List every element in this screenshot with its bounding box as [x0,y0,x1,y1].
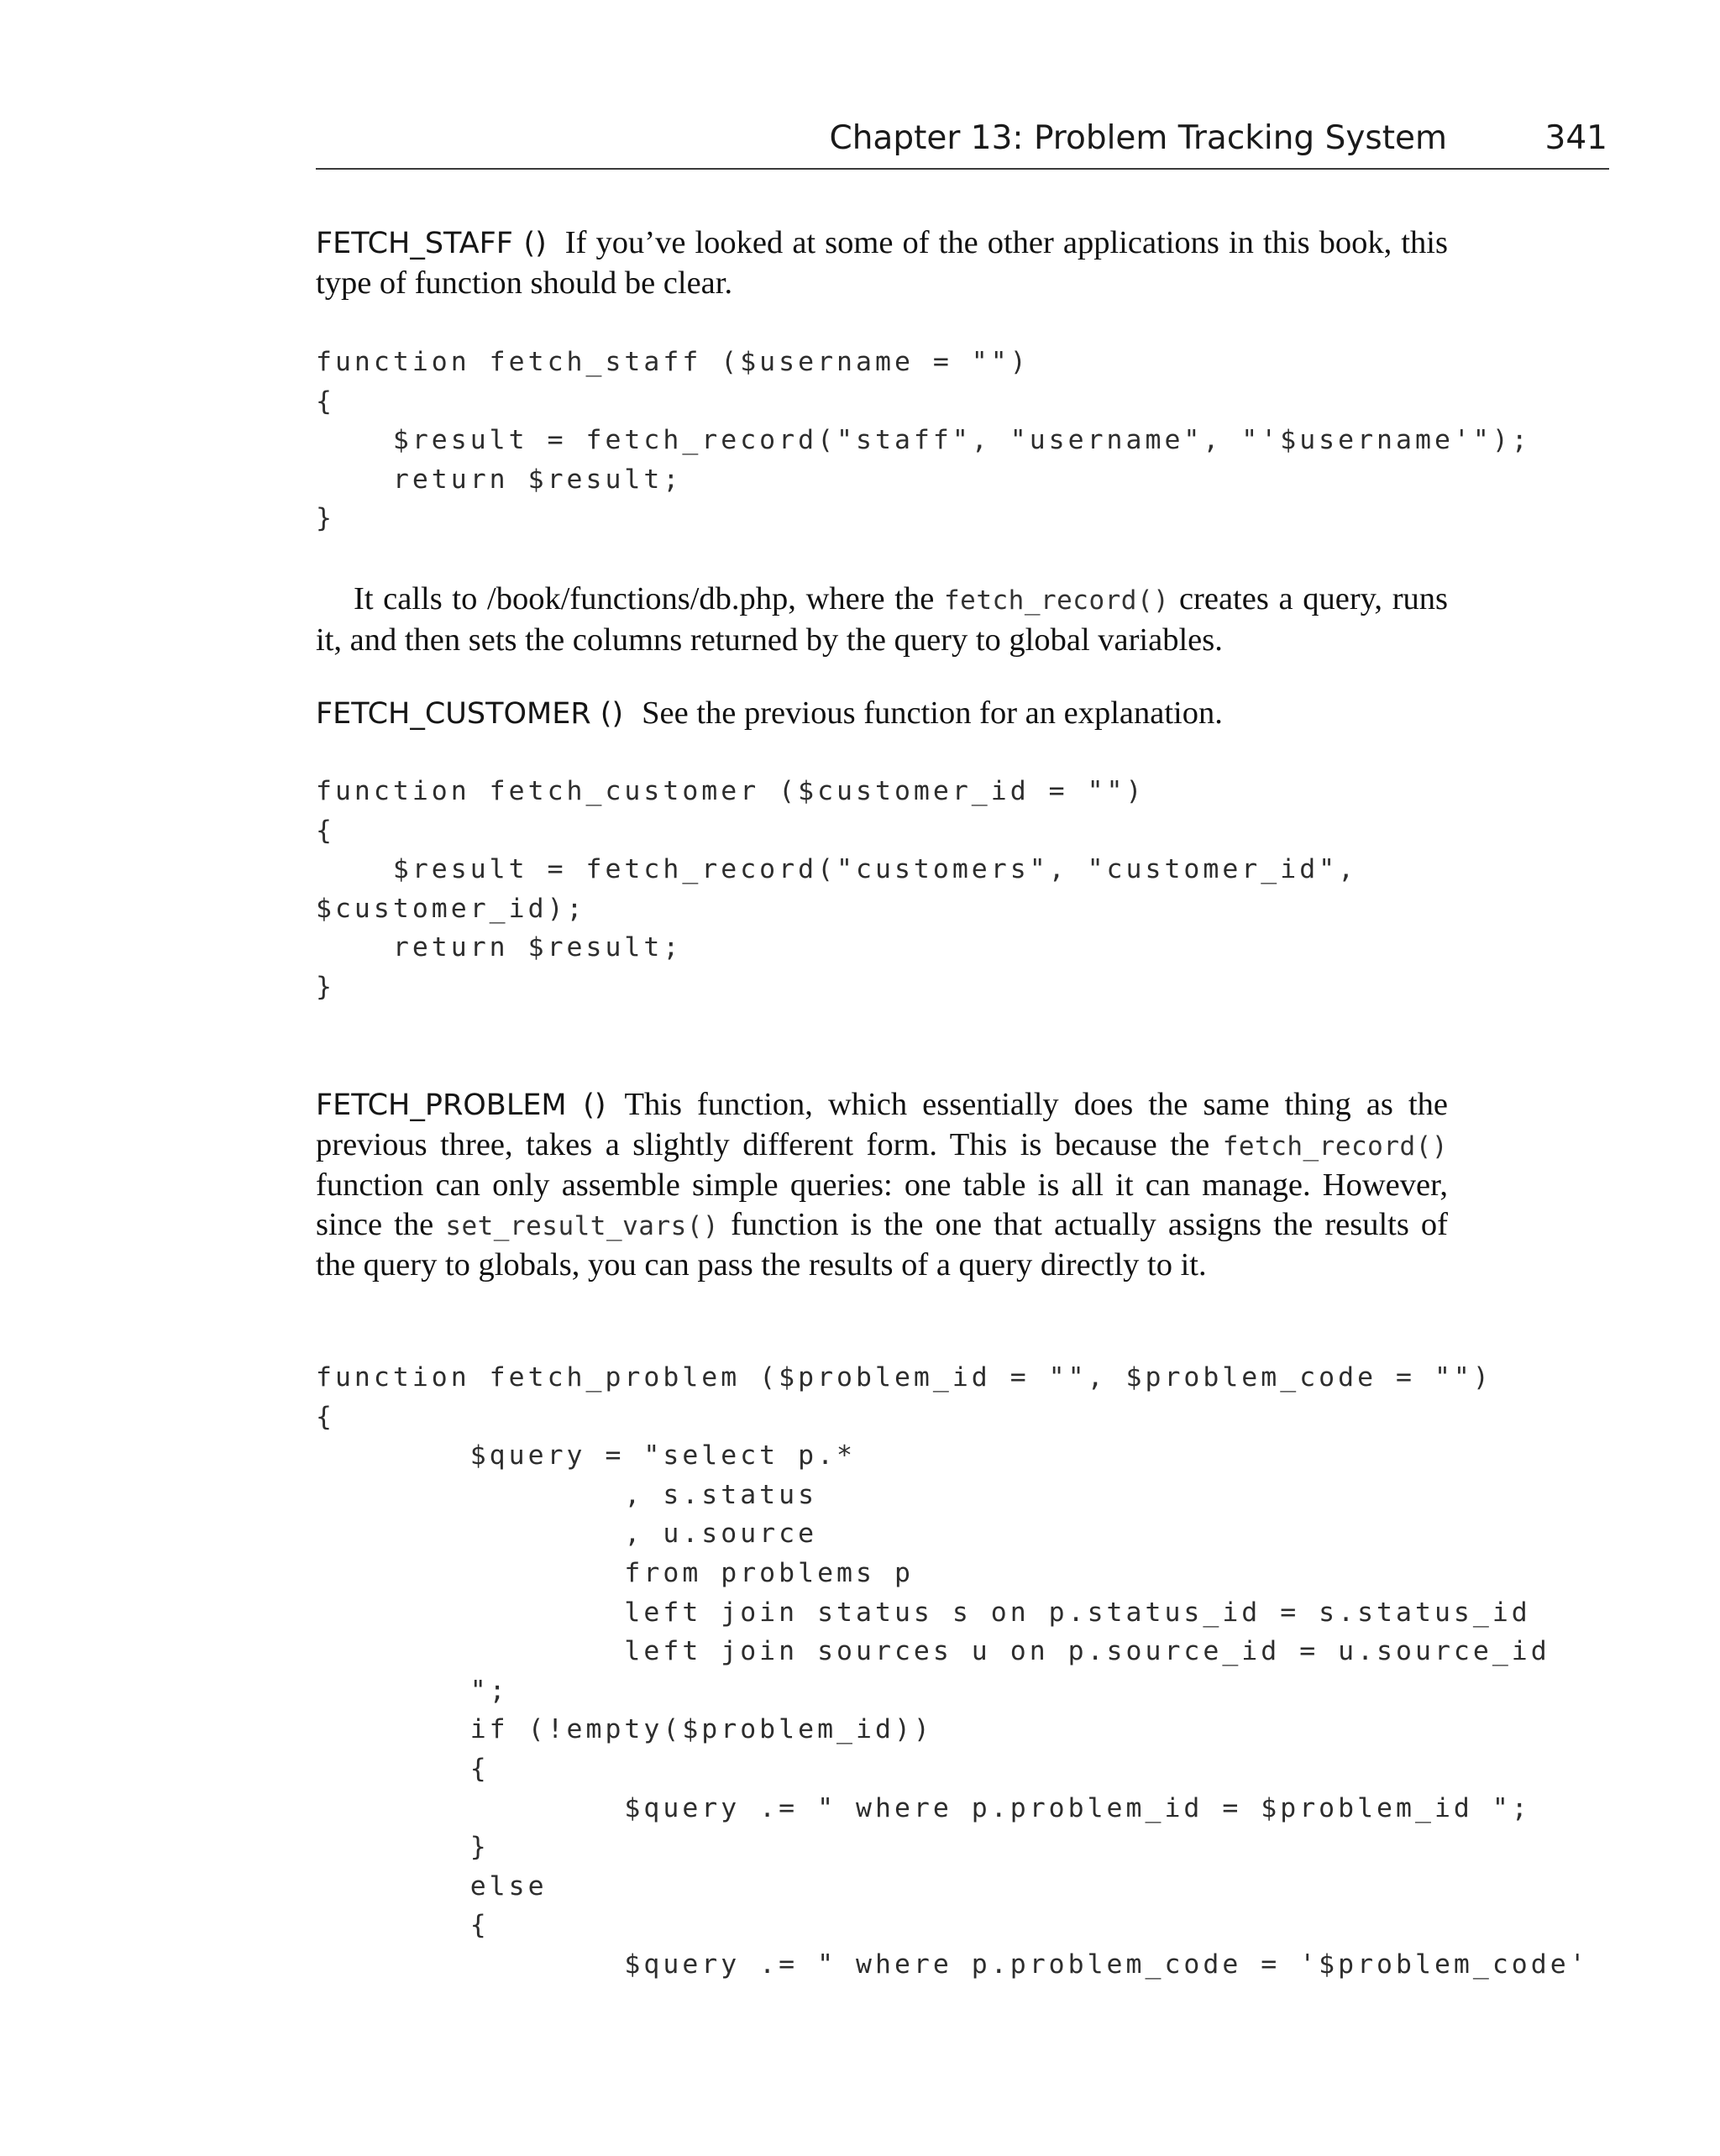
fetch-problem-text-3: function is the one that actually assigns the results of the query to globals, you can pass the results of a query directly to it. [316,1206,1448,1283]
fetch-problem-text-2: function can only assemble simple queries: one table is all it can manage. However, since the [316,1167,1448,1242]
fetch-customer-paragraph [316,694,1448,734]
fetch-problem-code-block: function fetch_problem ($problem_id = "", $problem_code = "") { $query = "select p.* , s.status , u.source from problems p left join status s on p.status_id = s.status_id left join sources u on p.source_id = u.source_id "; if (!empty($problem_id)) { $query .= " where p.problem_id = $problem_id "; } else { $query .= " where p.problem_code = '$problem_code' [316,1362,1589,1980]
chapter-title: Chapter 13: Problem Tracking System [829,119,1447,157]
db-php-text-after: creates a query, runs it, and then sets the columns returned by the query to global variables. [316,581,1448,658]
fetch-record-inline-code-2: fetch_record() [1222,1130,1448,1162]
fetch-staff-heading: FETCH_STAFF () [316,227,547,260]
db-php-paragraph [316,580,1448,659]
fetch-record-inline-code: fetch_record() [944,585,1170,616]
page-number: 341 [1544,119,1607,157]
fetch-customer-code-block: function fetch_customer ($customer_id = "") { $result = fetch_record("customers", "customer_id", $customer_id); return $result; } [316,776,1358,1002]
fetch-customer-text: See the previous function for an explanation. [642,695,1223,731]
db-php-text-before: It calls to /book/functions/db.php, where the [354,581,944,616]
fetch-problem-heading: FETCH_PROBLEM () [316,1088,606,1122]
set-result-vars-inline-code: set_result_vars() [445,1210,720,1241]
fetch-problem-paragraph [316,1085,1448,1285]
fetch-staff-text: If you’ve looked at some of the other applications in this book, this type of function should be clear. [316,225,1448,301]
fetch-customer-heading: FETCH_CUSTOMER () [316,697,624,731]
fetch-staff-paragraph [316,223,1448,302]
fetch-problem-text-1: This function, which essentially does the same thing as the previous three, takes a slightly different form. This is because the [316,1087,1448,1162]
running-header [316,116,1609,170]
fetch-staff-code-block: function fetch_staff ($username = "") { $result = fetch_record("staff", "username", "'$username'"); return $result; } [316,347,1531,534]
